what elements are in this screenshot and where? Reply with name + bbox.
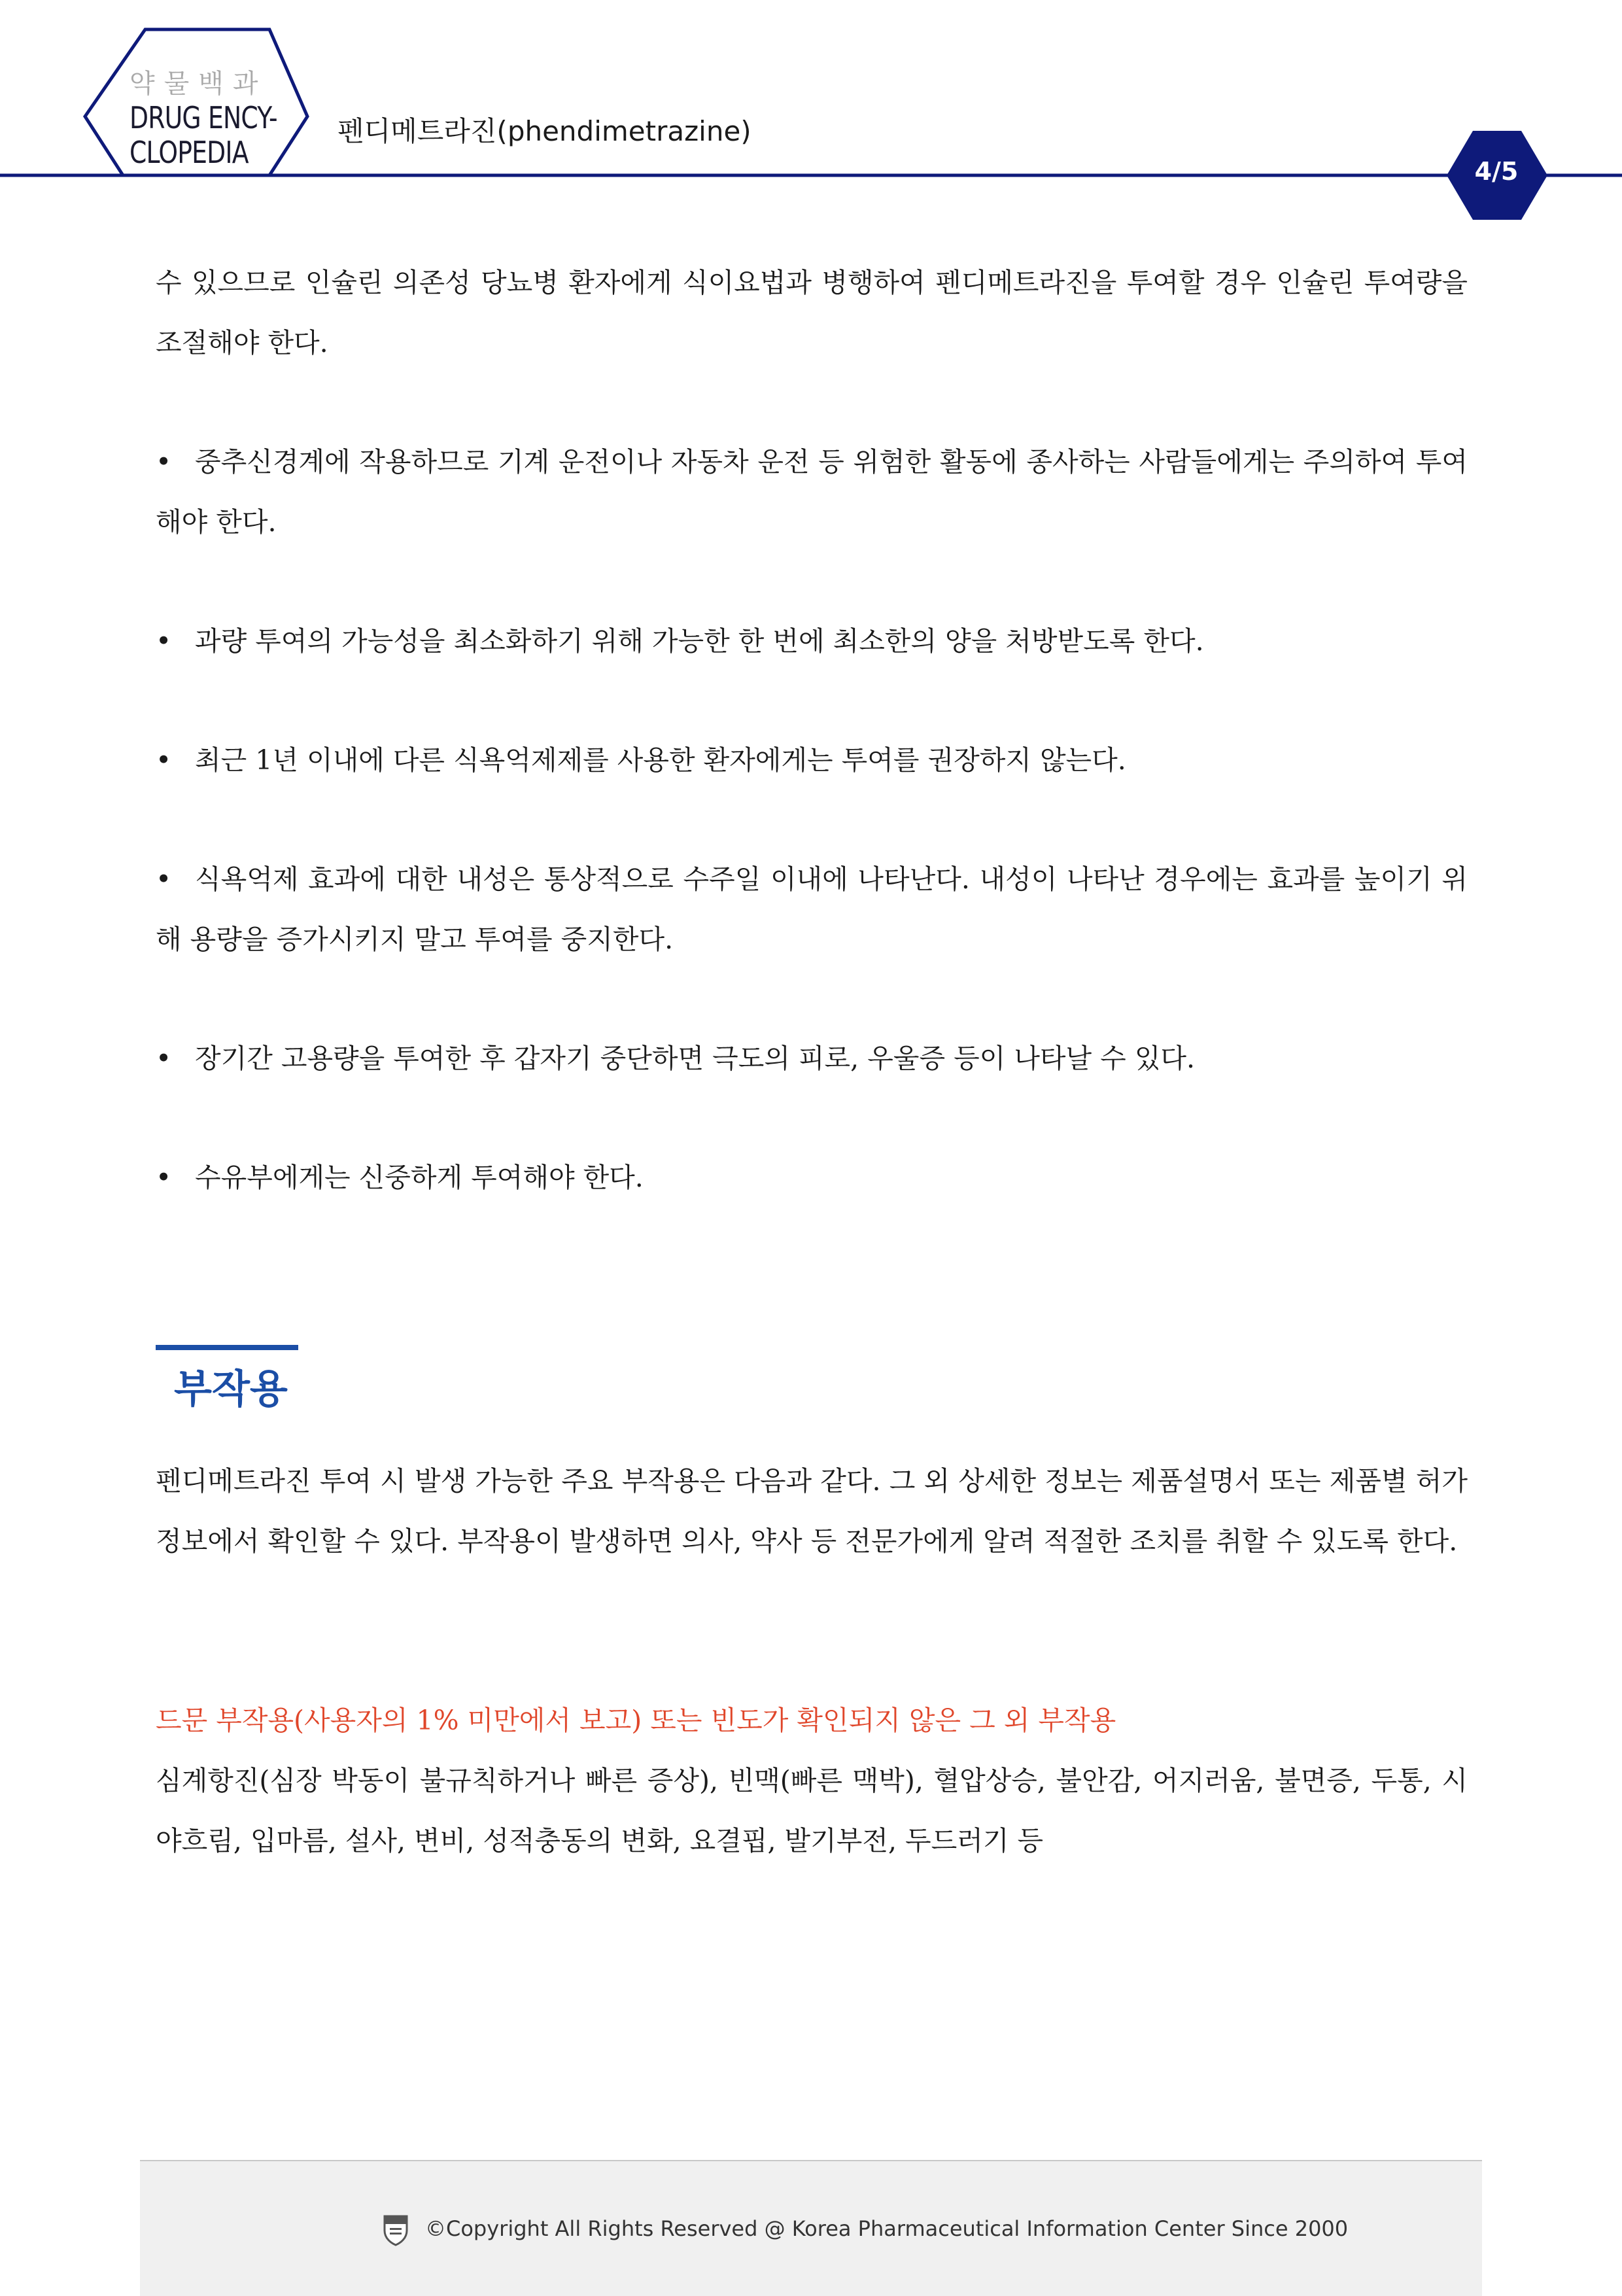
page-number: 4/5	[1474, 157, 1519, 186]
precaution-item: • 최근 1년 이내에 다른 식욕억제제를 사용한 환자에게는 투여를 권장하지 않는다.	[156, 730, 1468, 790]
bullet-symbol: •	[156, 446, 172, 478]
rare-side-effects-heading: 드문 부작용(사용자의 1% 미만에서 보고) 또는 빈도가 확인되지 않은 그 외 부작용	[156, 1705, 1116, 1736]
precaution-item: • 과량 투여의 가능성을 최소화하기 위해 가능한 한 번에 최소한의 양을 처방받도록 한다.	[156, 611, 1468, 671]
shield-icon	[382, 2214, 409, 2246]
precaution-item: • 중추신경계에 작용하므로 기계 운전이나 자동차 운전 등 위험한 활동에 종사하는 사람들에게는 주의하여 투여해야 한다.	[156, 432, 1468, 552]
section-accent-bar	[156, 1345, 298, 1350]
rare-side-effects-list: 심계항진(심장 박동이 불규칙하거나 빠른 증상), 빈맥(빠른 맥박), 혈압상승, 불안감, 어지러움, 불면증, 두통, 시야흐림, 입마름, 설사, 변비, 성적충동의 변화, 요결핍, 발기부전, 두드러기 등	[156, 1765, 1468, 1856]
precaution-continuation: 수 있으므로 인슐린 의존성 당뇨병 환자에게 식이요법과 병행하여 펜디메트라진을 투여할 경우 인슐린 투여량을 조절해야 한다.	[156, 267, 1468, 358]
bullet-symbol: •	[156, 863, 172, 895]
drug-title: 펜디메트라진(phendimetrazine)	[337, 115, 751, 147]
logo-english-line2: CLOPEDIA	[129, 135, 249, 170]
bullet-symbol: •	[156, 1162, 172, 1193]
bullet-symbol: •	[156, 625, 172, 657]
precaution-item: • 장기간 고용량을 투여한 후 갑자기 중단하면 극도의 피로, 우울증 등이 나타날 수 있다.	[156, 1028, 1468, 1088]
logo-english-line1: DRUG ENCY-	[129, 100, 277, 135]
side-effects-intro: 펜디메트라진 투여 시 발생 가능한 주요 부작용은 다음과 같다. 그 외 상세한 정보는 제품설명서 또는 제품별 허가정보에서 확인할 수 있다. 부작용이 발생하면 의사, 약사 등 전문가에게 알려 적절한 조치를 취할 수 있도록 한다.	[156, 1465, 1468, 1557]
precaution-item: • 식욕억제 효과에 대한 내성은 통상적으로 수주일 이내에 나타난다. 내성이 나타난 경우에는 효과를 높이기 위해 용량을 증가시키지 말고 투여를 중지한다.	[156, 849, 1468, 969]
precaution-item: • 수유부에게는 신중하게 투여해야 한다.	[156, 1147, 1468, 1208]
logo-korean: 약물백과	[129, 69, 267, 99]
bullet-symbol: •	[156, 1043, 172, 1074]
section-title: 부작용	[174, 1366, 288, 1412]
copyright-text: ©Copyright All Rights Reserved @ Korea Pharmaceutical Information Center Since 2000	[425, 2216, 1349, 2241]
footer	[140, 2160, 1482, 2296]
bullet-symbol: •	[156, 744, 172, 776]
